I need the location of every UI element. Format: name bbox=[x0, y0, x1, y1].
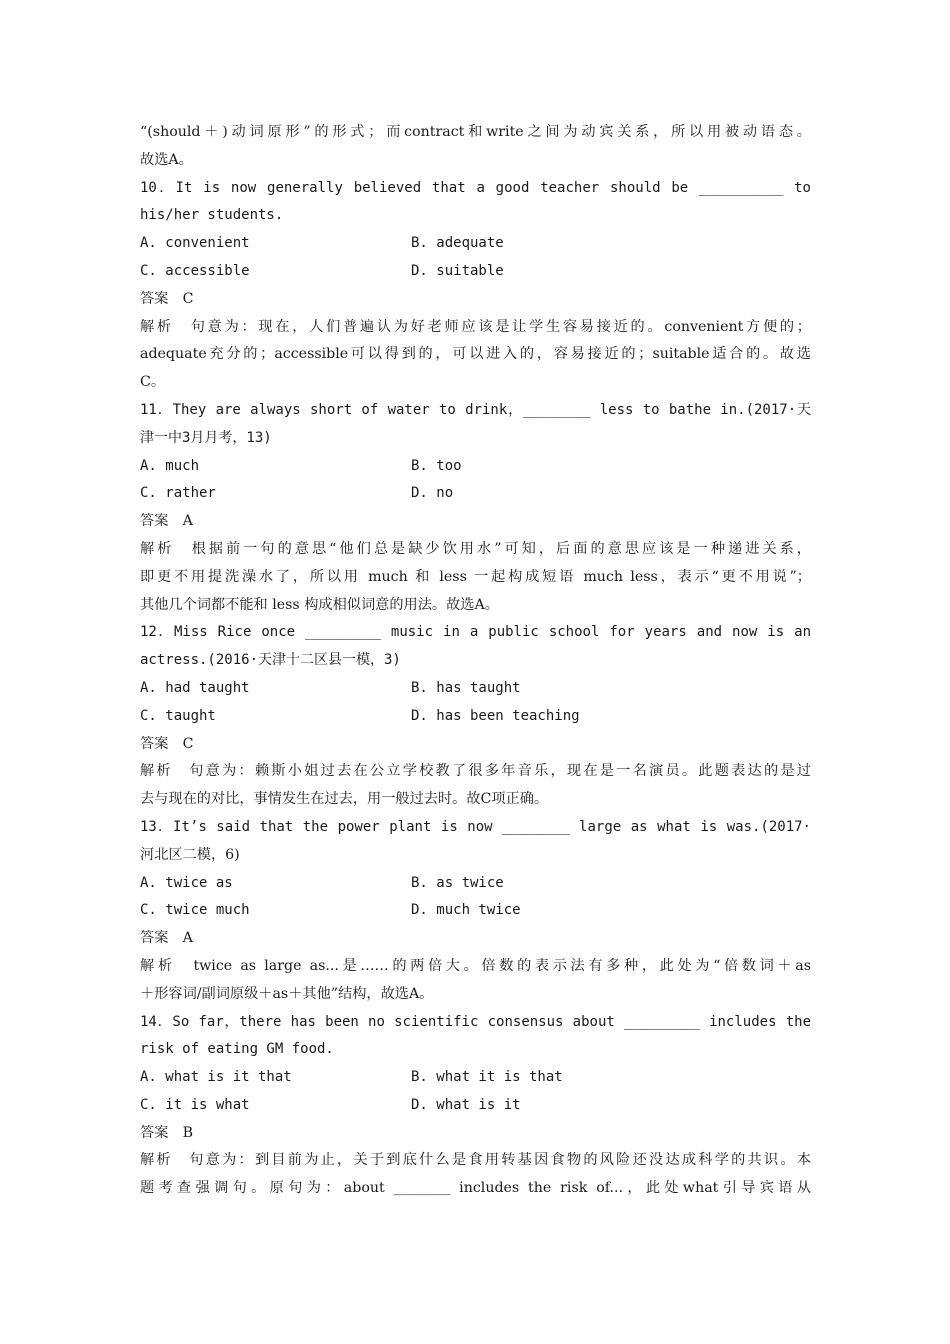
option-row bbox=[140, 453, 811, 481]
answer-line: 答案 C bbox=[140, 735, 194, 752]
question-11 bbox=[140, 397, 811, 619]
option-b: B. what it is that bbox=[411, 1069, 563, 1086]
option-d: D. suitable bbox=[411, 262, 504, 279]
answer-line: 答案 B bbox=[140, 1124, 193, 1141]
question-stem: 14．So far，there has been no scientific consensus about _________ includes the bbox=[140, 1013, 811, 1030]
analysis-line: C。 bbox=[140, 374, 166, 391]
intro-line: 故选A。 bbox=[140, 151, 193, 168]
option-b: B. as twice bbox=[411, 874, 504, 891]
option-row bbox=[140, 870, 811, 898]
intro-line: “(should＋)动词原形”的形式；而contract和write之间为动宾关系，所以用被动语态。 bbox=[140, 124, 811, 140]
question-stem: risk of eating GM food. bbox=[140, 1041, 334, 1058]
document-page bbox=[140, 119, 811, 1203]
option-a: A. much bbox=[140, 457, 200, 474]
question-stem: 11．They are always short of water to drink，________ less to bathe in.(2017·天 bbox=[140, 401, 811, 418]
question-10 bbox=[140, 175, 811, 397]
analysis-line: 解析 句意为：到目前为止，关于到底什么是食用转基因食物的风险还没达成科学的共识。本 bbox=[140, 1152, 811, 1169]
option-b: B. adequate bbox=[411, 235, 504, 252]
option-row bbox=[140, 480, 811, 508]
analysis-line: 其他几个词都不能和 less 构成相似词意的用法。故选A。 bbox=[140, 596, 499, 613]
analysis-line: 题考查强调句。原句为：about ________ includes the risk of...，此处what引导宾语从 bbox=[140, 1180, 811, 1197]
analysis-line: 解析 根据前一句的意思“他们总是缺少饮用水”可知，后面的意思应该是一种递进关系， bbox=[140, 540, 811, 557]
option-c: C. it is what bbox=[140, 1096, 250, 1113]
option-c: C. accessible bbox=[140, 262, 250, 279]
question-stem: 13．It’s said that the power plant is now ________ large as what is was.(2017· bbox=[140, 818, 811, 835]
question-stem: 河北区二模，6) bbox=[140, 846, 240, 863]
option-a: A. convenient bbox=[140, 235, 250, 252]
option-row bbox=[140, 1064, 811, 1092]
option-d: D. what is it bbox=[411, 1096, 521, 1113]
question-stem: 津一中3月月考，13) bbox=[140, 429, 272, 446]
question-13 bbox=[140, 814, 811, 1009]
option-a: A. twice as bbox=[140, 874, 233, 891]
option-row bbox=[140, 230, 811, 258]
option-d: D. no bbox=[411, 485, 454, 502]
analysis-line: 去与现在的对比，事情发生在过去，用一般过去时。故C项正确。 bbox=[140, 791, 549, 808]
option-row bbox=[140, 703, 811, 731]
option-row bbox=[140, 897, 811, 925]
option-d: D. has been teaching bbox=[411, 707, 580, 724]
option-a: A. had taught bbox=[140, 679, 250, 696]
question-stem: 12．Miss Rice once _________ music in a public school for years and now is an bbox=[140, 624, 811, 641]
option-a: A. what is it that bbox=[140, 1069, 292, 1086]
analysis-line: ＋形容词/副词原级＋as＋其他”结构，故选A。 bbox=[140, 985, 434, 1002]
answer-line: 答案 A bbox=[140, 930, 193, 947]
option-b: B. too bbox=[411, 457, 462, 474]
analysis-line: 即更不用提洗澡水了，所以用 much 和 less 一起构成短语 much less，表示“更不用说”； bbox=[140, 568, 811, 585]
question-14 bbox=[140, 1009, 811, 1204]
analysis-line: 解析 句意为：现在，人们普遍认为好老师应该是让学生容易接近的。convenient方便的； bbox=[140, 318, 811, 335]
option-b: B. has taught bbox=[411, 679, 521, 696]
option-row bbox=[140, 258, 811, 286]
option-c: C. twice much bbox=[140, 902, 250, 919]
answer-line: 答案 A bbox=[140, 513, 193, 530]
option-c: C. taught bbox=[140, 707, 216, 724]
analysis-line: 解析 twice as large as...是……的两倍大。倍数的表示法有多种，此处为“倍数词＋as bbox=[140, 957, 811, 974]
question-stem: actress.(2016·天津十二区县一模，3) bbox=[140, 652, 401, 669]
option-c: C. rather bbox=[140, 485, 216, 502]
option-d: D. much twice bbox=[411, 902, 521, 919]
option-row bbox=[140, 675, 811, 703]
question-stem: 10．It is now generally believed that a good teacher should be __________ to bbox=[140, 179, 811, 196]
analysis-line: adequate充分的；accessible可以得到的，可以进入的，容易接近的；suitable适合的。故选 bbox=[140, 346, 811, 363]
answer-line: 答案 C bbox=[140, 290, 194, 307]
analysis-line: 解析 句意为：赖斯小姐过去在公立学校教了很多年音乐，现在是一名演员。此题表达的是过 bbox=[140, 763, 811, 780]
option-row bbox=[140, 1092, 811, 1120]
question-stem: his/her students. bbox=[140, 207, 284, 224]
question-12 bbox=[140, 619, 811, 814]
